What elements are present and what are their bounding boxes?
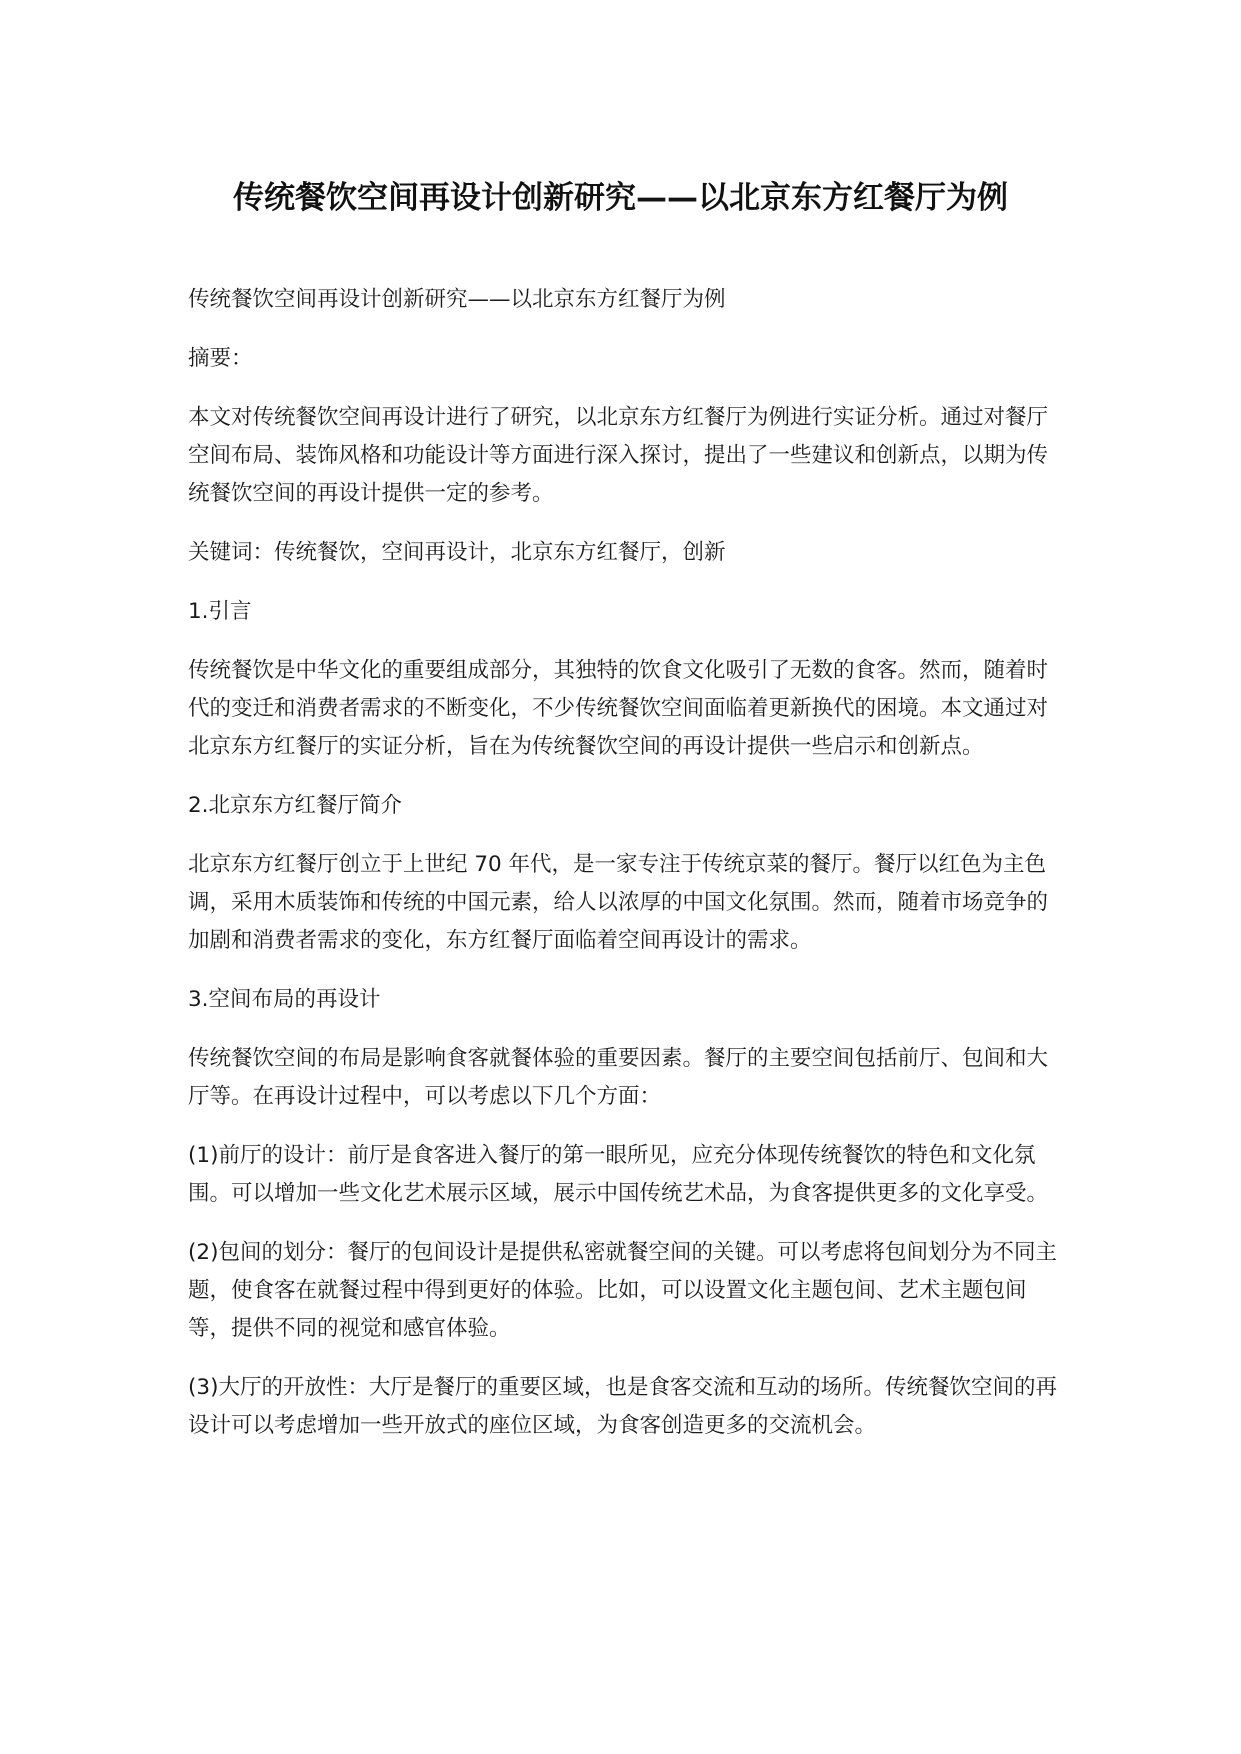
keywords-line: 关键词：传统餐饮，空间再设计，北京东方红餐厅，创新 xyxy=(188,540,726,565)
list-item-front-hall: (1)前厅的设计：前厅是食客进入餐厅的第一眼所见，应充分体现传统餐饮的特色和文化氛围。可以增加一些文化艺术展示区域，展示中国传统艺术品，为食客提供更多的文化享受。 xyxy=(188,1143,1049,1206)
section-text-layout-redesign: 传统餐饮空间的布局是影响食客就餐体验的重要因素。餐厅的主要空间包括前厅、包间和大厅等。在再设计过程中，可以考虑以下几个方面： xyxy=(188,1046,1049,1109)
section-text-restaurant-intro: 北京东方红餐厅创立于上世纪 70 年代，是一家专注于传统京菜的餐厅。餐厅以红色为主色调，采用木质装饰和传统的中国元素，给人以浓厚的中国文化氛围。然而，随着市场竞争的加剧和消费者需求的变化，东方红餐厅面临着空间再设计的需求。 xyxy=(188,852,1049,953)
section-heading-restaurant-intro: 2.北京东方红餐厅简介 xyxy=(188,793,403,818)
abstract-label: 摘要： xyxy=(188,346,253,371)
section-heading-introduction: 1.引言 xyxy=(188,599,252,624)
list-item-private-rooms: (2)包间的划分：餐厅的包间设计是提供私密就餐空间的关键。可以考虑将包间划分为不同主题，使食客在就餐过程中得到更好的体验。比如，可以设置文化主题包间、艺术主题包间等，提供不同的视觉和感官体验。 xyxy=(188,1240,1057,1341)
abstract-text: 本文对传统餐饮空间再设计进行了研究，以北京东方红餐厅为例进行实证分析。通过对餐厅空间布局、装饰风格和功能设计等方面进行深入探讨，提出了一些建议和创新点，以期为传统餐饮空间的再设计提供一定的参考。 xyxy=(188,405,1049,506)
document-body xyxy=(188,281,1068,1466)
section-heading-layout-redesign: 3.空间布局的再设计 xyxy=(188,987,381,1012)
document-subtitle: 传统餐饮空间再设计创新研究——以北京东方红餐厅为例 xyxy=(188,287,726,312)
section-text-introduction: 传统餐饮是中华文化的重要组成部分，其独特的饮食文化吸引了无数的食客。然而，随着时代的变迁和消费者需求的不断变化，不少传统餐饮空间面临着更新换代的困境。本文通过对北京东方红餐厅的实证分析，旨在为传统餐饮空间的再设计提供一些启示和创新点。 xyxy=(188,658,1049,759)
document-title: 传统餐饮空间再设计创新研究——以北京东方红餐厅为例 xyxy=(233,180,1008,216)
list-item-main-hall: (3)大厅的开放性：大厅是餐厅的重要区域，也是食客交流和互动的场所。传统餐饮空间的再设计可以考虑增加一些开放式的座位区域，为食客创造更多的交流机会。 xyxy=(188,1375,1057,1438)
